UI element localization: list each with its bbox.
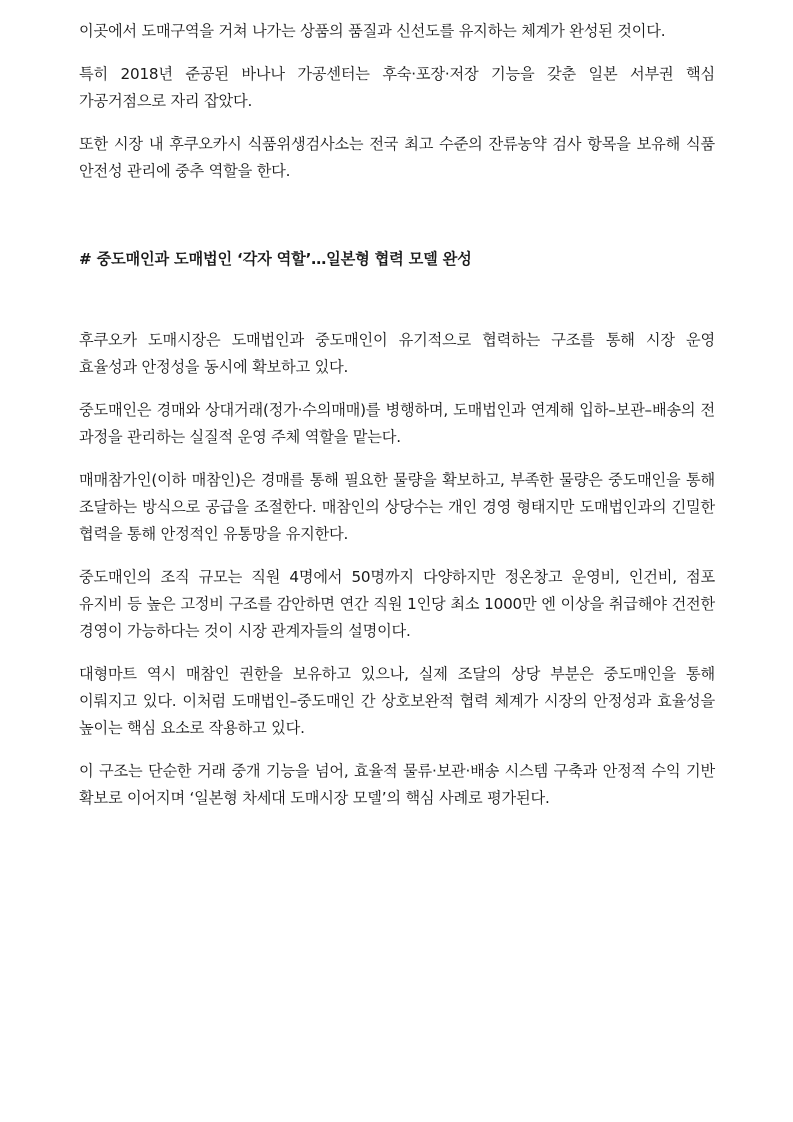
paragraph-quality-freshness: 이곳에서 도매구역을 거쳐 나가는 상품의 품질과 신선도를 유지하는 체계가 완성된 것이다. (79, 22, 666, 40)
paragraph-market-structure: 후쿠오카 도매시장은 도매법인과 중도매인이 유기적으로 협력하는 구조를 통해 시장 운영 효율성과 안정성을 동시에 확보하고 있다. (79, 331, 715, 376)
section-heading: # 중도매인과 도매법인 ‘각자 역할’…일본형 협력 모델 완성 (79, 250, 472, 268)
paragraph-large-retailers: 대형마트 역시 매참인 권한을 보유하고 있으나, 실제 조달의 상당 부분은 중도매인을 통해 이뤄지고 있다. 이처럼 도매법인–중도매인 간 상호보완적 협력 체계가 시장의 안정성과 효율성을 높이는 핵심 요소로 작용하고 있다. (79, 665, 715, 737)
document-page (79, 18, 715, 812)
paragraph-trading-participants: 매매참가인(이하 매참인)은 경매를 통해 필요한 물량을 확보하고, 부족한 물량은 중도매인을 통해 조달하는 방식으로 공급을 조절한다. 매참인의 상당수는 개인 경영 형태지만 도매법인과의 긴밀한 협력을 통해 안정적인 유통망을 유지한다. (79, 471, 715, 543)
paragraph-banana-center: 특히 2018년 준공된 바나나 가공센터는 후숙·포장·저장 기능을 갖춘 일본 서부권 핵심 가공거점으로 자리 잡았다. (79, 65, 715, 110)
paragraph-intermediate-wholesaler-role: 중도매인은 경매와 상대거래(정가·수의매매)를 병행하며, 도매법인과 연계해 입하–보관–배송의 전 과정을 관리하는 실질적 운영 주체 역할을 맡는다. (79, 401, 715, 446)
paragraph-conclusion: 이 구조는 단순한 거래 중개 기능을 넘어, 효율적 물류·보관·배송 시스템 구축과 안정적 수익 기반 확보로 이어지며 ‘일본형 차세대 도매시장 모델’의 핵심 사례로 평가된다. (79, 762, 715, 807)
paragraph-food-safety: 또한 시장 내 후쿠오카시 식품위생검사소는 전국 최고 수준의 잔류농약 검사 항목을 보유해 식품 안전성 관리에 중추 역할을 한다. (79, 135, 715, 180)
section-heading-block (79, 247, 715, 271)
paragraph-organization-scale: 중도매인의 조직 규모는 직원 4명에서 50명까지 다양하지만 정온창고 운영비, 인건비, 점포 유지비 등 높은 고정비 구조를 감안하면 연간 직원 1인당 최소 1000만 엔 이상을 취급해야 건전한 경영이 가능하다는 것이 시장 관계자들의 설명이다. (79, 568, 715, 640)
